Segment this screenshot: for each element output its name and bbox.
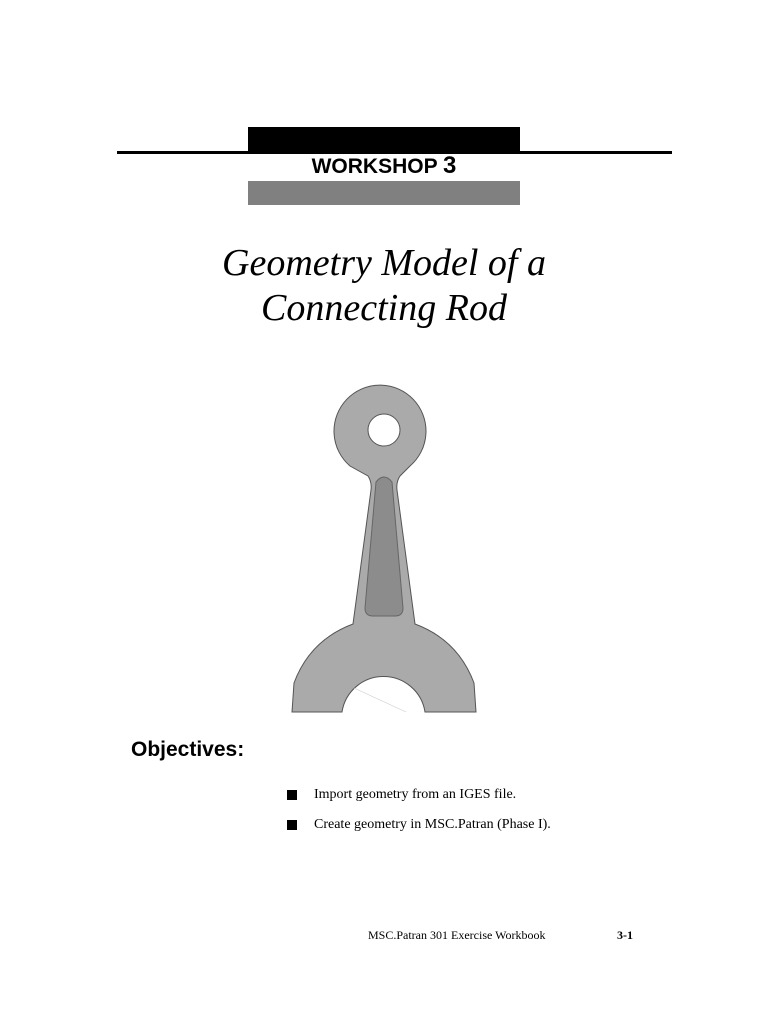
footer-page-number: 3-1 [617,928,633,942]
header-black-bar [248,127,520,152]
footer-workbook-title: MSC.Patran 301 Exercise Workbook [368,928,546,942]
objective-text: Import geometry from an IGES file. [314,787,517,802]
square-bullet-icon [287,790,297,800]
connecting-rod-figure [288,378,480,718]
workshop-label: WORKSHOP [311,155,438,178]
small-end-bore [368,414,400,446]
page-title [160,241,608,331]
objectives-heading: Objectives: [131,738,245,761]
title-line-2: Connecting Rod [261,287,507,329]
objective-item [287,780,551,810]
header-grey-bar [248,181,520,205]
objective-item [287,810,551,840]
workshop-heading [248,153,520,180]
objective-text: Create geometry in MSC.Patran (Phase I). [314,817,551,832]
title-line-1: Geometry Model of a [222,242,546,284]
square-bullet-icon [287,820,297,830]
workshop-number: 3 [443,152,457,179]
bore-edge-line [354,688,406,712]
objectives-list [287,780,551,840]
